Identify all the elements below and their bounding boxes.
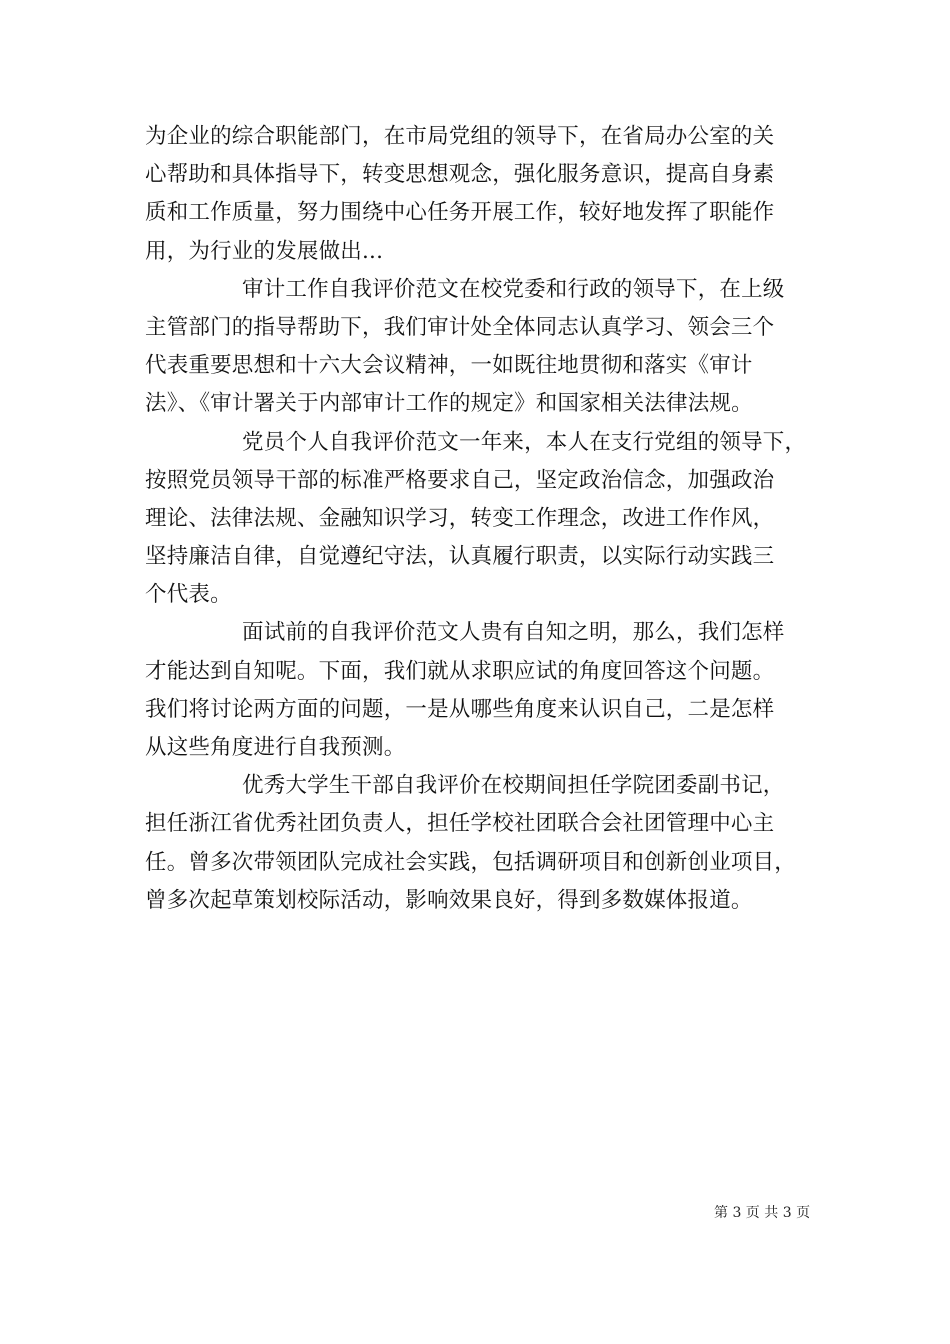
- text-line: 优秀大学生干部自我评价在校期间担任学院团委副书记，: [242, 773, 785, 799]
- text-line: 我们将讨论两方面的问题，一是从哪些角度来认识自己，二是怎样: [145, 696, 775, 722]
- text-line: 审计工作自我评价范文在校党委和行政的领导下，在上级: [242, 276, 785, 302]
- paragraph-4: [145, 614, 825, 767]
- text-line: 按照党员领导干部的标准严格要求自己，坚定政治信念，加强政治: [145, 467, 775, 493]
- text-line: 才能达到自知呢。下面，我们就从求职应试的角度回答这个问题。: [145, 658, 775, 684]
- page-number-footer: 第 3 页 共 3 页: [714, 1205, 811, 1221]
- text-line: 担任浙江省优秀社团负责人，担任学校社团联合会社团管理中心主: [145, 811, 775, 837]
- text-line: 代表重要思想和十六大会议精神，一如既往地贯彻和落实《审计: [145, 353, 753, 379]
- text-line: 心帮助和具体指导下，转变思想观念，强化服务意识，提高自身素: [145, 162, 775, 188]
- document-body: [145, 118, 825, 920]
- text-line: 面试前的自我评价范文人贵有自知之明，那么，我们怎样: [242, 620, 785, 646]
- text-line: 曾多次起草策划校际活动，影响效果良好，得到多数媒体报道。: [145, 887, 753, 913]
- text-line: 法》、《审计署关于内部审计工作的规定》和国家相关法律法规。: [145, 391, 753, 417]
- text-line: 理论、法律法规、金融知识学习，转变工作理念，改进工作作风，: [145, 505, 775, 531]
- paragraph-3: [145, 424, 825, 615]
- text-line: 为企业的综合职能部门，在市局党组的领导下，在省局办公室的关: [145, 124, 775, 149]
- text-line: 用，为行业的发展做出...: [145, 238, 384, 264]
- paragraph-2: [145, 271, 825, 424]
- paragraph-1: [145, 118, 825, 271]
- paragraph-5: [145, 767, 825, 920]
- text-line: 个代表。: [145, 582, 232, 608]
- text-line: 主管部门的指导帮助下，我们审计处全体同志认真学习、领会三个: [145, 314, 775, 340]
- text-line: 任。曾多次带领团队完成社会实践，包括调研项目和创新创业项目，: [145, 849, 797, 875]
- text-line: 党员个人自我评价范文一年来，本人在支行党组的领导下，: [242, 429, 807, 455]
- text-line: 从这些角度进行自我预测。: [145, 735, 406, 760]
- text-line: 坚持廉洁自律，自觉遵纪守法，认真履行职责，以实际行动实践三: [145, 544, 775, 570]
- text-line: 质和工作质量，努力围绕中心任务开展工作，较好地发挥了职能作: [145, 200, 775, 226]
